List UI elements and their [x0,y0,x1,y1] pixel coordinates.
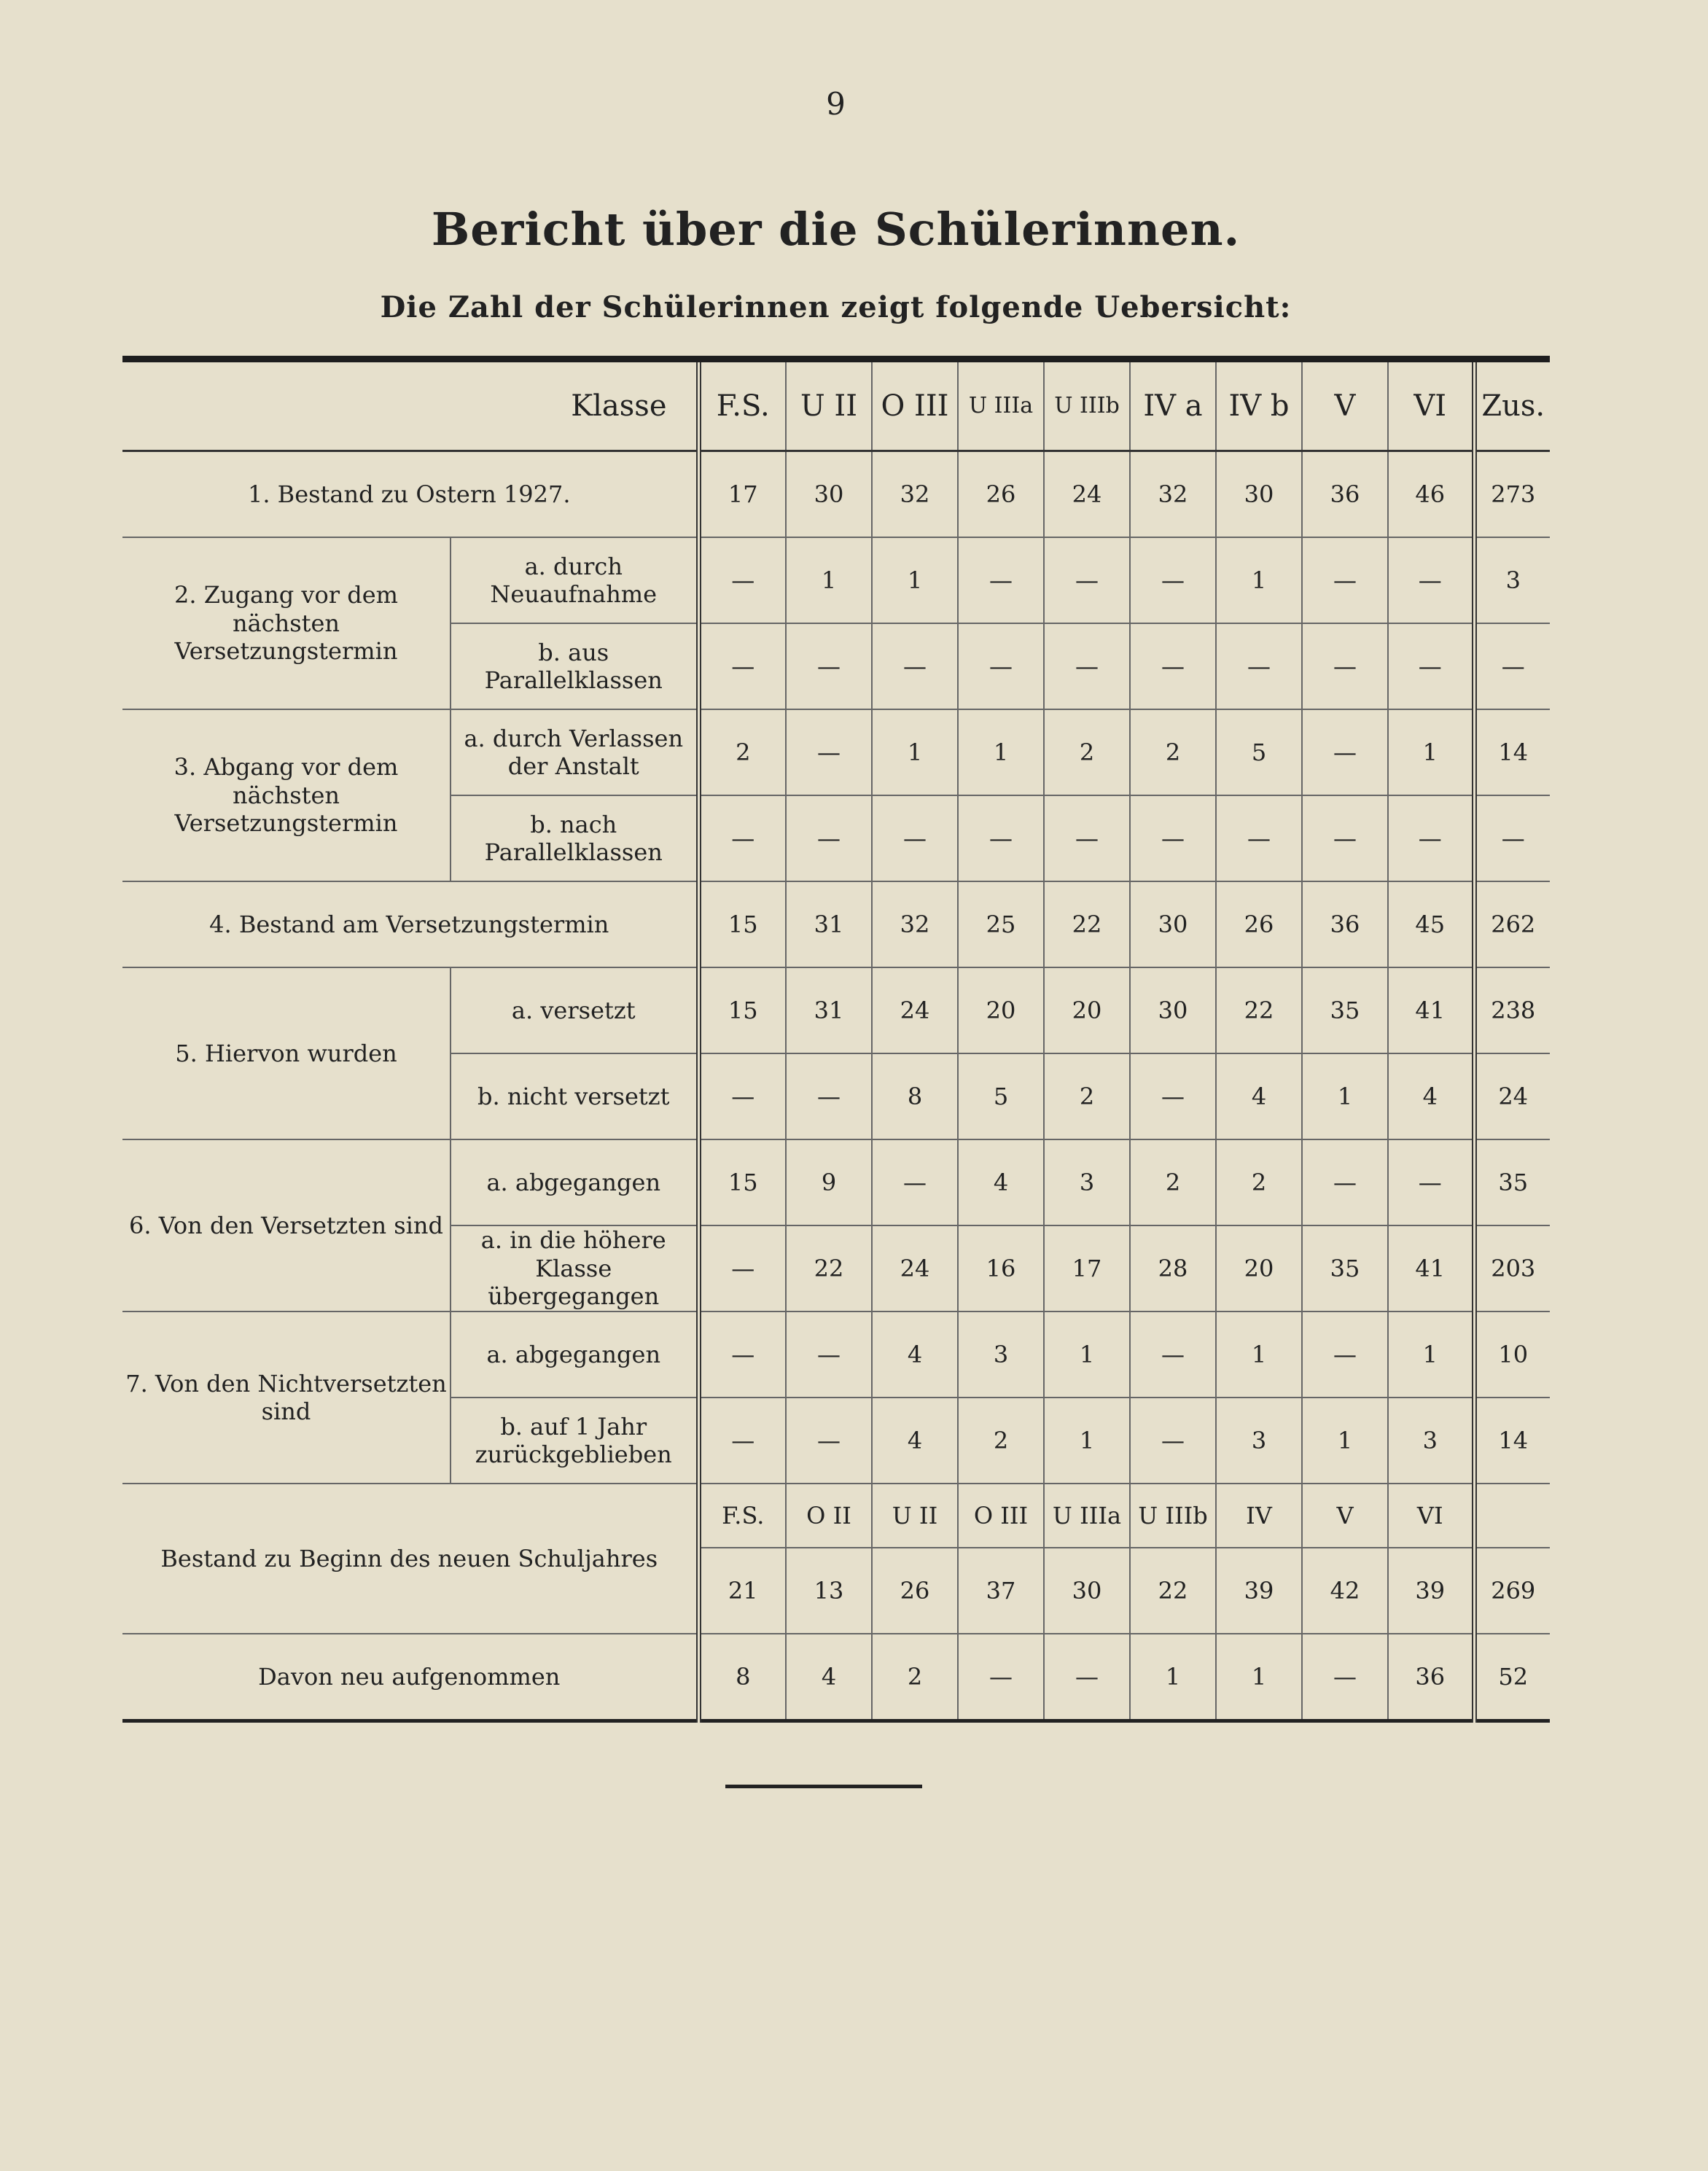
table-cell: 2 [958,1398,1044,1484]
row-sub-label: b. aus Parallelklassen [451,623,698,709]
column-header: U IIIb [1044,362,1130,451]
table-row [122,1311,1550,1398]
table-cell: 22 [1044,881,1130,967]
row-group-label: 6. Von den Versetzten sind [122,1139,451,1311]
table-cell: 5 [1216,709,1302,795]
table-cell: 15 [698,881,786,967]
table-cell: 262 [1474,881,1550,967]
table-cell: 15 [698,967,786,1053]
table-cell: 20 [958,967,1044,1053]
row-label: 4. Bestand am Versetzungstermin [122,881,698,967]
statistics-table [122,356,1550,1723]
table-cell: 52 [1474,1634,1550,1721]
table-row [122,709,1550,795]
table-cell: 46 [1388,451,1474,538]
table-cell: 5 [958,1053,1044,1139]
table-cell: — [1302,623,1388,709]
table-cell: 45 [1388,881,1474,967]
table-cell: — [786,1053,872,1139]
table-row [122,537,1550,623]
table-row [122,1139,1550,1225]
table-cell: 17 [698,451,786,538]
table-top-rule [122,356,1550,362]
table-cell: 14 [1474,1398,1550,1484]
table-cell: 1 [1216,1634,1302,1721]
table-cell: — [786,1311,872,1398]
closing-rule [725,1785,922,1788]
table-row [122,451,1550,538]
table-cell: 1 [1388,1311,1474,1398]
column-header: IV a [1130,362,1216,451]
table-cell: 20 [1044,967,1130,1053]
table-cell: 36 [1388,1634,1474,1721]
table-cell: — [958,795,1044,881]
table-cell: 4 [872,1398,958,1484]
new-class-header: VI [1388,1484,1474,1548]
new-class-header: U IIIa [1044,1484,1130,1548]
table-cell: — [958,1634,1044,1721]
table-cell: 32 [1130,451,1216,538]
row-label: 1. Bestand zu Ostern 1927. [122,451,698,538]
row-group-label: 2. Zugang vor dem nächsten Versetzungstermin [122,537,451,709]
table-cell: 32 [872,451,958,538]
column-header: U II [786,362,872,451]
table-cell: — [1044,537,1130,623]
table-cell: 238 [1474,967,1550,1053]
table-cell: 8 [872,1053,958,1139]
table-cell: 24 [872,967,958,1053]
row-sub-label: b. nach Parallelklassen [451,795,698,881]
table-cell: — [1302,1311,1388,1398]
table-cell: — [1130,1053,1216,1139]
new-class-header: F.S. [698,1484,786,1548]
header-klasse: Klasse [122,362,698,451]
table-cell: 26 [958,451,1044,538]
table-cell: 32 [872,881,958,967]
table-cell: 1 [786,537,872,623]
table-cell: 4 [872,1311,958,1398]
table-cell: 1 [958,709,1044,795]
row-sub-label: a. abgegangen [451,1311,698,1398]
table-cell: 39 [1388,1548,1474,1634]
table-cell: 39 [1216,1548,1302,1634]
table-cell: 36 [1302,451,1388,538]
table-cell: 24 [1044,451,1130,538]
subtitle: Die Zahl der Schülerinnen zeigt folgende Uebersicht: [380,290,1292,324]
table-cell: 2 [1130,1139,1216,1225]
table-cell: 25 [958,881,1044,967]
table-cell: — [958,537,1044,623]
table-cell: 1 [1302,1053,1388,1139]
table-cell: — [1130,537,1216,623]
table-cell: 3 [1216,1398,1302,1484]
table-cell: 31 [786,967,872,1053]
row-sub-label: b. nicht versetzt [451,1053,698,1139]
table-cell: 4 [1216,1053,1302,1139]
table-cell: 15 [698,1139,786,1225]
table-cell: — [1130,1311,1216,1398]
page-number: 9 [826,86,846,122]
new-class-header: V [1302,1484,1388,1548]
row-sub-label: a. durch Neuaufnahme [451,537,698,623]
table-cell: 17 [1044,1225,1130,1311]
table-cell: 273 [1474,451,1550,538]
table-cell: — [1216,623,1302,709]
table-cell: 28 [1130,1225,1216,1311]
row-sub-label: a. in die höhere Klasse übergegangen [451,1225,698,1311]
table-cell: 35 [1302,1225,1388,1311]
table-cell: 8 [698,1634,786,1721]
table-cell: 41 [1388,967,1474,1053]
table-cell [1474,1484,1550,1548]
table-cell: 22 [1216,967,1302,1053]
table-cell: 26 [872,1548,958,1634]
new-class-header: U IIIb [1130,1484,1216,1548]
table-cell: — [1388,537,1474,623]
table-cell: 30 [786,451,872,538]
table-cell: 10 [1474,1311,1550,1398]
table-cell: 16 [958,1225,1044,1311]
table-cell: 14 [1474,709,1550,795]
table-cell: — [1388,623,1474,709]
row-sub-label: a. durch Verlassen der Anstalt [451,709,698,795]
table-cell: 35 [1474,1139,1550,1225]
page-title: Bericht über die Schülerinnen. [431,203,1241,256]
table-cell: 30 [1216,451,1302,538]
table-cell: 4 [1388,1053,1474,1139]
table-cell: 2 [872,1634,958,1721]
new-class-header: IV [1216,1484,1302,1548]
table-cell: — [698,1398,786,1484]
table-cell: 2 [1130,709,1216,795]
table-cell: 1 [1130,1634,1216,1721]
table-cell: — [786,709,872,795]
table-cell: 2 [1044,709,1130,795]
table-cell: 1 [1216,1311,1302,1398]
table-cell: 41 [1388,1225,1474,1311]
table-cell: — [698,795,786,881]
table-row [122,967,1550,1053]
row-label: Bestand zu Beginn des neuen Schuljahres [122,1484,698,1634]
table-cell: 30 [1044,1548,1130,1634]
table-cell: 3 [1388,1398,1474,1484]
row-group-label: 3. Abgang vor dem nächsten Versetzungstermin [122,709,451,881]
table-cell: — [786,795,872,881]
table-cell: 22 [1130,1548,1216,1634]
table-cell: 2 [698,709,786,795]
table-cell: — [872,795,958,881]
table-cell: — [1302,1139,1388,1225]
table-cell: — [1044,795,1130,881]
table-cell: 22 [786,1225,872,1311]
table-cell: 30 [1130,967,1216,1053]
column-header: V [1302,362,1388,451]
table-cell: — [958,623,1044,709]
header-row [122,362,1550,451]
table-cell: 36 [1302,881,1388,967]
table-cell: 37 [958,1548,1044,1634]
table-cell: — [1388,1139,1474,1225]
table-cell: 3 [958,1311,1044,1398]
column-header: Zus. [1474,362,1550,451]
row-group-label: 7. Von den Nichtversetzten sind [122,1311,451,1484]
table-cell: — [1130,623,1216,709]
table-cell: 26 [1216,881,1302,967]
table-cell: — [698,1311,786,1398]
table-cell: — [1302,1634,1388,1721]
row-sub-label: a. abgegangen [451,1139,698,1225]
table-cell: — [1044,1634,1130,1721]
table-cell: — [1302,795,1388,881]
table-cell: — [786,623,872,709]
table-row [122,1634,1550,1721]
table-cell: — [1216,795,1302,881]
table-cell: 1 [872,537,958,623]
table-cell: 1 [1044,1398,1130,1484]
table-cell: — [1474,795,1550,881]
new-class-header: O II [786,1484,872,1548]
table-cell: 1 [1044,1311,1130,1398]
new-class-header: U II [872,1484,958,1548]
table-row [122,881,1550,967]
row-label: Davon neu aufgenommen [122,1634,698,1721]
row-sub-label: a. versetzt [451,967,698,1053]
table-cell: 1 [1216,537,1302,623]
table-cell: 203 [1474,1225,1550,1311]
table-cell: — [1388,795,1474,881]
table-cell: 13 [786,1548,872,1634]
table-cell: 24 [872,1225,958,1311]
table-cell: 31 [786,881,872,967]
table-cell: 4 [958,1139,1044,1225]
table-cell: — [1474,623,1550,709]
column-header: IV b [1216,362,1302,451]
table-cell: 9 [786,1139,872,1225]
table-cell: 3 [1044,1139,1130,1225]
table-cell: — [698,537,786,623]
row-group-label: 5. Hiervon wurden [122,967,451,1139]
column-header: U IIIa [958,362,1044,451]
table-cell: 21 [698,1548,786,1634]
column-header: F.S. [698,362,786,451]
table-cell: — [872,623,958,709]
table-cell: 20 [1216,1225,1302,1311]
column-header: O III [872,362,958,451]
table-cell: 35 [1302,967,1388,1053]
table-cell: — [698,1225,786,1311]
table-cell: — [1302,537,1388,623]
new-class-header: O III [958,1484,1044,1548]
table-cell: 269 [1474,1548,1550,1634]
table-cell: — [872,1139,958,1225]
column-header: VI [1388,362,1474,451]
table-cell: — [1044,623,1130,709]
table-cell: 24 [1474,1053,1550,1139]
table-cell: 2 [1216,1139,1302,1225]
table-cell: 4 [786,1634,872,1721]
table-cell: 42 [1302,1548,1388,1634]
row-sub-label: b. auf 1 Jahr zurückgeblieben [451,1398,698,1484]
table-row [122,1484,1550,1548]
table-cell: — [1130,795,1216,881]
table-cell: 3 [1474,537,1550,623]
table-cell: — [698,623,786,709]
table-cell: 30 [1130,881,1216,967]
table-cell: — [698,1053,786,1139]
table-cell: — [1130,1398,1216,1484]
table-cell: — [786,1398,872,1484]
table-cell: 1 [1388,709,1474,795]
table-cell: 1 [1302,1398,1388,1484]
table-cell: 2 [1044,1053,1130,1139]
table-cell: — [1302,709,1388,795]
table-cell: 1 [872,709,958,795]
